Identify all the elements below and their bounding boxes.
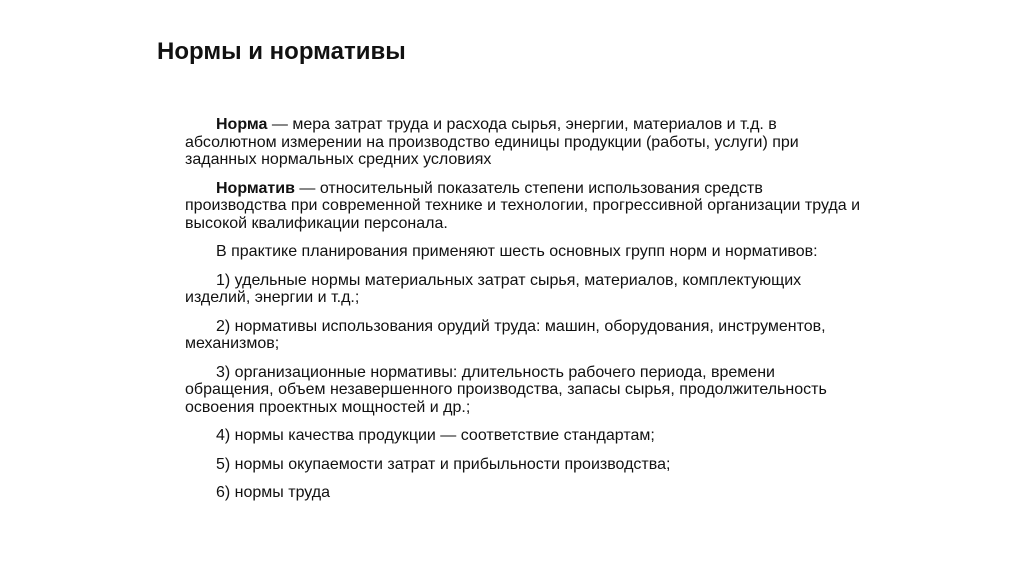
list-item-2-text: 2) нормативы использования орудий труда: машин, оборудования, инструментов, механизмов; xyxy=(185,317,826,352)
list-item-4-text: 4) нормы качества продукции — соответствие стандартам; xyxy=(216,427,655,444)
list-item-5-text: 5) нормы окупаемости затрат и прибыльности производства; xyxy=(216,455,671,473)
term-norma: Норма xyxy=(216,116,268,133)
list-item-3 xyxy=(185,364,865,417)
list-item-3-text: 3) организационные нормативы: длительность рабочего периода, времени обращения, объем незавершенного производства, запасы сырья, продолжительность освоения проектных мощностей и др.; xyxy=(185,363,827,416)
slide-title: Нормы и нормативы xyxy=(157,38,406,65)
intro-text: В практике планирования применяют шесть основных групп норм и нормативов: xyxy=(216,243,818,260)
paragraph-normativ xyxy=(185,180,865,233)
list-item-1-text: 1) удельные нормы материальных затрат сырья, материалов, комплектующих изделий, энергии и т.д.; xyxy=(185,271,802,306)
definition-normativ: — относительный показатель степени использования средств производства при современной технике и технологии, прогрессивной организации труда и высокой квалификации персонала. xyxy=(185,179,861,232)
slide-body xyxy=(185,116,865,513)
list-item-5 xyxy=(185,456,865,474)
list-item-1 xyxy=(185,272,865,307)
paragraph-norma xyxy=(185,116,865,169)
paragraph-intro xyxy=(185,243,865,261)
term-normativ: Норматив xyxy=(216,179,295,197)
list-item-6-text: 6) нормы труда xyxy=(216,484,330,501)
list-item-2 xyxy=(185,318,865,353)
list-item-6 xyxy=(185,484,865,502)
list-item-4 xyxy=(185,427,865,445)
definition-norma: — мера затрат труда и расхода сырья, энергии, материалов и т.д. в абсолютном измерении на производство единицы продукции (работы, услуги) при заданных нормальных средних условиях xyxy=(185,116,799,168)
